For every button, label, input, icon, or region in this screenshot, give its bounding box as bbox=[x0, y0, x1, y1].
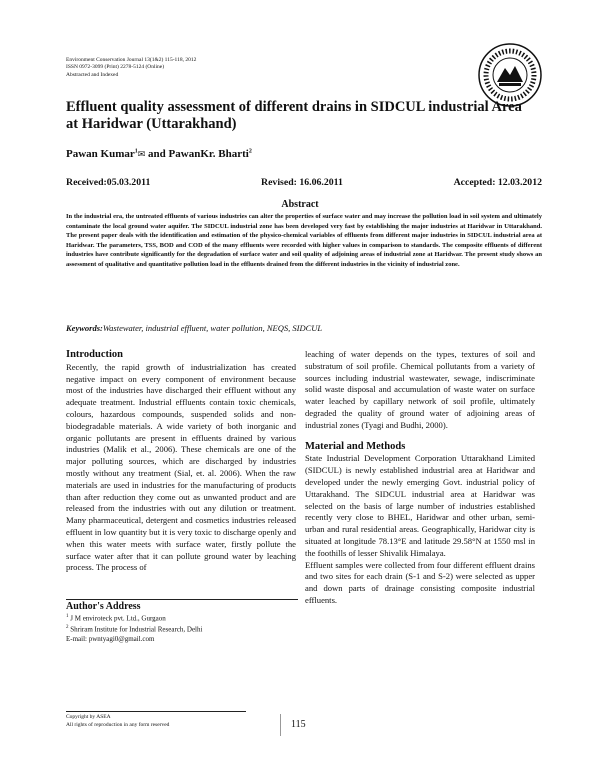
right-column bbox=[305, 349, 535, 607]
address-text-2: Shriram Institute for Industrial Research, Delhi bbox=[70, 625, 203, 634]
keywords bbox=[66, 323, 542, 333]
footer-divider bbox=[66, 711, 246, 712]
copyright-text: Copyright by ASEA bbox=[66, 714, 111, 720]
page-number: 115 bbox=[291, 719, 306, 730]
address-email: E-mail: pwntyagi0@gmail.com bbox=[66, 634, 155, 643]
address-text-1: J M enviroteck pvt. Ltd., Gurgaon bbox=[70, 614, 166, 623]
author-1-sup: 1 bbox=[134, 148, 138, 155]
left-column bbox=[66, 349, 296, 574]
address-sup-1: 1 bbox=[66, 614, 69, 619]
address-line-2 bbox=[66, 623, 298, 634]
journal-citation: Environment Conservation Journal 13(1&2) 115-118, 2012 bbox=[66, 57, 197, 63]
address-line-1 bbox=[66, 612, 298, 623]
keywords-label: Keywords: bbox=[66, 323, 103, 333]
introduction-heading: Introduction bbox=[66, 349, 123, 360]
introduction-paragraph: Recently, the rapid growth of industrialization has created negative impact on every component of environment because most of the industries have discharged their effluent without any adequate treatment. Industrial effluents contain toxic chemicals, colours, hazardous compounds, suspended solids and non-biodegradable materials. A wide variety of both inorganic and organic pollutants are present in effluents drained by various industries (Malik et al., 2006). These chemicals are one of the major polluting sources, which are discharged by industries mostly without any treatment (Sial, et. al. 2006). When the raw materials are used in industries for the manufacturing of products than after reduction they come out as unwanted product and are released from the industries with out any dilution or treatment. Many pharmaceutical, detergent and cosmetics industries released effluent in low quantity but it is very toxic to discharge openly and when this water meets with surface water, firstly pollute the surface water after that it can pollute ground water by leaching process. The process of bbox=[66, 361, 296, 573]
journal-indexed: Abstracted and Indexed bbox=[66, 71, 119, 78]
date-received: Received:05.03.2011 bbox=[66, 177, 151, 188]
date-accepted: Accepted: 12.03.2012 bbox=[453, 177, 542, 188]
date-revised: Revised: 16.06.2011 bbox=[261, 177, 343, 188]
paper-title: Effluent quality assessment of different drains in SIDCUL industrial Area at Haridwar (Uttarakhand) bbox=[66, 99, 522, 132]
rights-text: All rights of reproduction in any form reserved bbox=[66, 721, 170, 728]
methods-paragraph-1: State Industrial Development Corporation Uttarakhand Limited (SIDCUL) is newly established industrial area at Haridwar and developed under the newly emerging Govt. industrial policy of Uttarakhand. The SIDCUL industrial area at Haridwar was selected on the basis of large number of industries established recently very close to BHEL, Haridwar and other urban, semi-urban and rural residential areas. Geographically, Haridwar city is situated at longitude 78.13°E and latitude 29.58°N at 1550 msl in the foothills of lesser Shivalik Himalaya. bbox=[305, 453, 535, 558]
address-heading: Author's Address bbox=[66, 601, 141, 612]
methods-paragraph-2: Effluent samples were collected from four different effluent drains and two sites for each drain (S-1 and S-2) were selected as upper and down parts of drainage consisting composite industrial effluents. bbox=[305, 559, 535, 605]
address-divider bbox=[66, 599, 298, 600]
abstract-heading: Abstract bbox=[281, 199, 319, 210]
author-line bbox=[66, 148, 252, 160]
author-1: Pawan Kumar bbox=[66, 148, 135, 160]
abstract-text: In the industrial era, the untreated effluents of various industries can alter the properties of surface water and may increase the pollution load in soil system and ultimately contaminate the local ground water aquifer. The SIDCUL industrial zone has been developed very fast by establishing the major industries at Haridwar in Uttarakhand. The present paper deals with the identification and estimation of the physico-chemical variables of effluents from different major industries in SIDCUL industrial area at Haridwar. The parameters, TSS, BOD and COD of the many effluents were recorded with higher values in comparison to standards. The composite effluents of different industries have contribute significantly for the degradation of surface water and soil quality of adjoining areas of industrial zone at Haridwar. The present study shows an assessment of qualitative and quantitative pollution load in the effluents drained from the different industries in the vicinity of industrial zone. bbox=[66, 213, 542, 268]
address-sup-2: 2 bbox=[66, 625, 69, 631]
dates-row bbox=[66, 177, 542, 188]
author-address bbox=[66, 602, 298, 644]
footer-copyright bbox=[66, 714, 169, 729]
footer-vertical-rule bbox=[280, 714, 281, 736]
journal-header bbox=[66, 57, 196, 79]
author-2-sup: 2 bbox=[248, 148, 252, 155]
envelope-icon: ✉ bbox=[137, 149, 146, 159]
methods-heading: Material and Methods bbox=[305, 440, 406, 452]
keywords-text: Wastewater, industrial effluent, water pollution, NEQS, SIDCUL bbox=[102, 323, 323, 333]
right-paragraph-1: leaching of water depends on the types, textures of soil and substratum of soil profile. Chemical pollutants from a variety of sources including industrial wastewater, sewage, indiscriminate solid waste disposal and accumulation of waste water on surface water leached by capillary network of soil profile, ultimately degraded the quality of ground water of adjoining areas of industrial zones (Tyagi and Budhi, 2000). bbox=[305, 349, 535, 430]
author-2: and PawanKr. Bharti bbox=[148, 148, 249, 160]
journal-issn: ISSN 0972-3099 (Print) 2278-5124 (Online) bbox=[66, 64, 165, 71]
